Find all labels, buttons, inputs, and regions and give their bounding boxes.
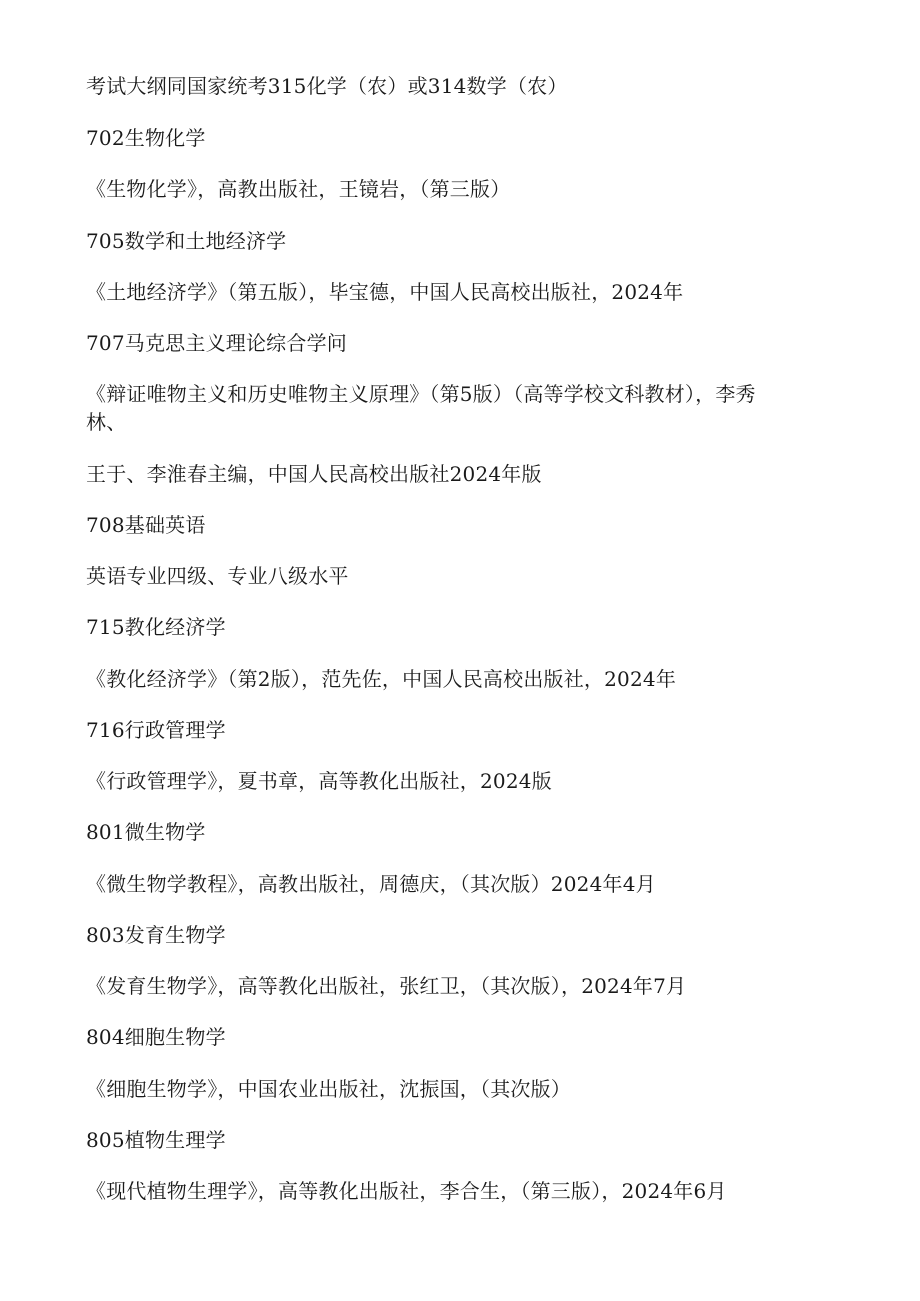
course-heading: 702生物化学 [86, 126, 206, 150]
course-heading: 708基础英语 [86, 513, 206, 537]
textbook-entry: 《辩证唯物主义和历史唯物主义原理》（第5版）（高等学校文科教材），李秀 [86, 382, 756, 406]
course-heading: 805植物生理学 [86, 1128, 226, 1152]
course-heading: 801微生物学 [86, 820, 206, 844]
textbook-entry: 《生物化学》，高教出版社，王镜岩，（第三版） [86, 177, 511, 201]
textbook-entry: 《现代植物生理学》，高等教化出版社，李合生，（第三版），2024年6月 [86, 1179, 727, 1203]
course-heading: 705数学和土地经济学 [86, 229, 287, 253]
textbook-entry: 《行政管理学》，夏书章，高等教化出版社，2024版 [86, 769, 552, 793]
textbook-entry: 王于、李淮春主编，中国人民高校出版社2024年版 [86, 462, 542, 486]
course-heading: 716行政管理学 [86, 718, 226, 742]
textbook-entry: 《发育生物学》，高等教化出版社，张红卫，（其次版），2024年7月 [86, 974, 687, 998]
textbook-entry: 《微生物学教程》，高教出版社，周德庆，（其次版）2024年4月 [86, 872, 656, 896]
course-heading: 715教化经济学 [86, 615, 226, 639]
course-heading: 803发育生物学 [86, 923, 226, 947]
course-heading: 707马克思主义理论综合学问 [86, 331, 347, 355]
textbook-entry: 《细胞生物学》，中国农业出版社，沈振国，（其次版） [86, 1077, 571, 1101]
textbook-entry: 英语专业四级、专业八级水平 [86, 564, 349, 588]
course-heading: 804细胞生物学 [86, 1025, 226, 1049]
textbook-entry: 《土地经济学》（第五版），毕宝德，中国人民高校出版社，2024年 [86, 280, 684, 304]
textbook-entry-wrap: 林、 [86, 410, 127, 434]
syllabus-note: 考试大纲同国家统考315化学（农）或314数学（农） [86, 74, 568, 98]
textbook-entry: 《教化经济学》（第2版），范先佐，中国人民高校出版社，2024年 [86, 667, 677, 691]
